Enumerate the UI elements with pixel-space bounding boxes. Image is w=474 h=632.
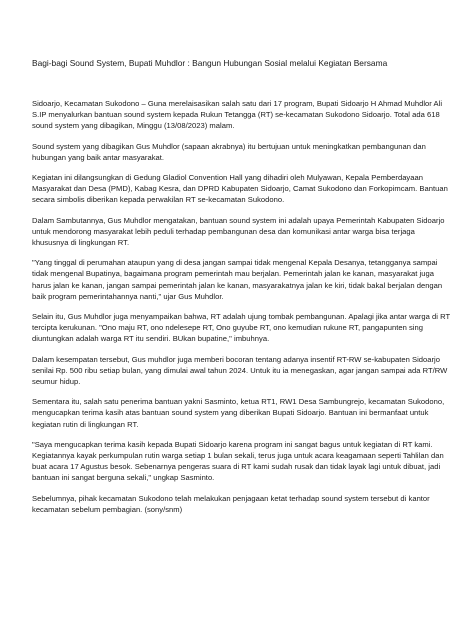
- article-paragraph: Selain itu, Gus Muhdlor juga menyampaikan bahwa, RT adalah ujung tombak pembangunan. Apalagi jika antar warga di RT tercipta kerukunan. "Ono maju RT, ono ndelesepe RT, Ono guyube RT, ono kemudian rukune RT, pangapunten sing diuntungkan adalah warga RT itu sendiri. BUkan bupatine," imbuhnya.: [32, 312, 450, 344]
- article-paragraph: Sementara itu, salah satu penerima bantuan yakni Sasminto, ketua RT1, RW1 Desa Sambungrejo, kecamatan Sukodono, mengucapkan terima kasih atas bantuan sound system yang diberikan Bupati Sidoarjo. Bantuan ini bermanfaat untuk kegiatan rutin di lingkungan RT.: [32, 397, 445, 429]
- article-paragraph: "Yang tinggal di perumahan ataupun yang di desa jangan sampai tidak mengenal Kepala Desanya, tetangganya sampai tidak mengenal Bupatinya, bagaimana program pemerintah mau berjalan. Pemerintah jalan ke kanan, masyarakat juga harus jalan ke kanan, jangan sampai pemerintah jalan ke kanan, masyarakatnya jalan ke kiri, tidak bakal berjalan dengan baik program pemerintahannya nanti," ujar Gus Muhdlor.: [32, 258, 443, 301]
- article-paragraph: Dalam kesempatan tersebut, Gus muhdlor juga memberi bocoran tentang adanya insentif RT-RW se-kabupaten Sidoarjo senilai Rp. 500 ribu setiap bulan, yang dimulai awal tahun 2024. Untuk itu ia menegaskan, agar jangan sampai ada RT/RW seumur hidup.: [32, 354, 448, 387]
- article-paragraph: Dalam Sambutannya, Gus Muhdlor mengatakan, bantuan sound system ini adalah upaya Pemerintah Kabupaten Sidoarjo untuk mendorong masyarakat lebih peduli terhadap pembangunan desa dan komunikasi antar warga bisa terjaga khususnya di lingkungan RT.: [32, 215, 445, 248]
- article-paragraph: Kegiatan ini dilangsungkan di Gedung Gladiol Convention Hall yang dihadiri oleh Mulyawan, Kepala Pemberdayaan Masyarakat dan Desa (PMD), Kabag Kesra, dan DPRD Kabupaten Sidoarjo, Camat Sukodono dan Forkopimcam. Bantuan secara simbolis diberikan kepada perwakilan RT se-kecamatan Sukodono.: [32, 173, 448, 205]
- article-paragraph: Sebelumnya, pihak kecamatan Sukodono telah melakukan penjagaan ketat terhadap sound system tersebut di kantor kecamatan sebelum pembagian. (sony/snm): [32, 493, 430, 514]
- article-paragraph: "Saya mengucapkan terima kasih kepada Bupati Sidoarjo karena program ini sangat bagus untuk kegiatan di RT kami. Kegiatannya kayak perkumpulan rutin warga setiap 1 bulan sekali, terus juga untuk acara keagamaan seperti Tahlilan dan buat acara 17 Agustus besok. Sebenarnya pengeras suara di RT kami sudah rusak dan tidak layak lagi untuk dibuat, jadi bantuan ini sangat berguna sekali," ungkap Sasminto.: [32, 439, 444, 483]
- article-title: Bagi-bagi Sound System, Bupati Muhdlor : Bangun Hubungan Sosial melalui Kegiatan Bersama: [32, 58, 388, 68]
- article-paragraph: Sidoarjo, Kecamatan Sukodono – Guna merelaisasikan salah satu dari 17 program, Bupati Sidoarjo H Ahmad Muhdlor Ali S.IP menyalurkan bantuan sound system kepada Rukun Tetangga (RT) se-kecamatan Sukodono Sidoarjo. Total ada 618 sound system yang dibagikan, Minggu (13/08/2023) malam.: [32, 99, 443, 131]
- document-page: [32, 58, 450, 524]
- article-paragraph: Sound system yang dibagikan Gus Muhdlor (sapaan akrabnya) itu bertujuan untuk meningkatkan pembangunan dan hubungan yang baik antar masyarakat.: [32, 141, 426, 162]
